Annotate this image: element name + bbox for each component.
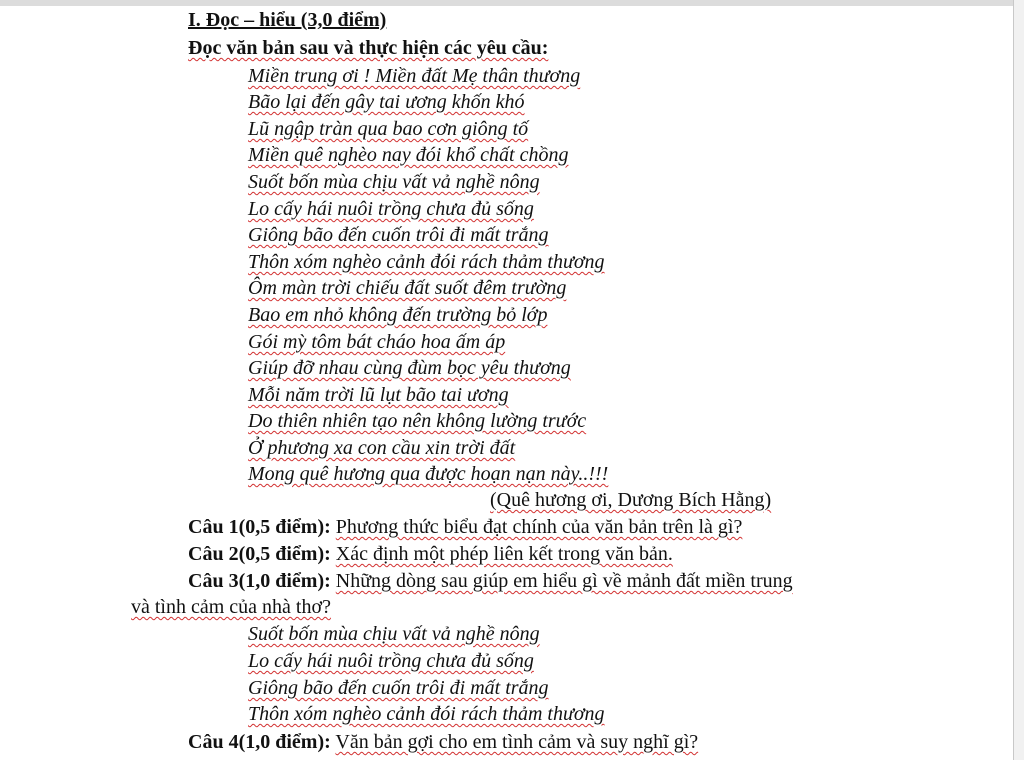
question-label: Câu 1(0,5 điểm): <box>188 516 331 538</box>
poem-line: Giông bão đến cuốn trôi đi mất trắng <box>248 224 549 246</box>
question-3 <box>188 569 793 593</box>
poem-line: Lũ ngập tràn qua bao cơn giông tố <box>248 118 529 140</box>
window-top-edge <box>0 0 1024 6</box>
question-2 <box>188 542 673 566</box>
question-text: Xác định một phép liên kết trong văn bản. <box>335 543 673 565</box>
question-3-continuation: và tình cảm của nhà thơ? <box>131 596 331 618</box>
poem-line: Ở phương xa con cầu xin trời đất <box>248 437 516 459</box>
question-text: Văn bản gợi cho em tình cảm và suy nghĩ gì? <box>335 731 699 753</box>
poem-line: Gói mỳ tôm bát cháo hoa ấm áp <box>248 331 506 353</box>
poem-line: Do thiên nhiên tạo nên không lường trước <box>248 410 587 432</box>
quoted-line: Thôn xóm nghèo cảnh đói rách thảm thương <box>248 703 605 725</box>
question-label: Câu 3(1,0 điểm): <box>188 570 331 592</box>
poem-line: Giúp đỡ nhau cùng đùm bọc yêu thương <box>248 357 571 379</box>
poem-line: Suốt bốn mùa chịu vất vả nghề nông <box>248 171 540 193</box>
poem-line: Miền quê nghèo nay đói khổ chất chồng <box>248 144 569 166</box>
section-instruction: Đọc văn bản sau và thực hiện các yêu cầu: <box>188 37 549 59</box>
question-label: Câu 2(0,5 điểm): <box>188 543 331 565</box>
poem-line: Lo cấy hái nuôi trồng chưa đủ sống <box>248 198 534 220</box>
quoted-line: Giông bão đến cuốn trôi đi mất trắng <box>248 677 549 699</box>
quoted-line: Lo cấy hái nuôi trồng chưa đủ sống <box>248 650 534 672</box>
scroll-gutter <box>1014 0 1024 760</box>
poem-line: Ôm màn trời chiếu đất suốt đêm trường <box>248 277 567 299</box>
question-text: Những dòng sau giúp em hiểu gì về mảnh đất miền trung <box>335 570 793 592</box>
question-text: Phương thức biểu đạt chính của văn bản trên là gì? <box>335 516 743 538</box>
poem-line: Miền trung ơi ! Miền đất Mẹ thân thương <box>248 65 581 87</box>
poem-line: Bão lại đến gây tai ương khốn khó <box>248 91 525 113</box>
section-title: I. Đọc – hiểu (3,0 điểm) <box>188 9 387 31</box>
question-1 <box>188 515 742 539</box>
poem-line: Bao em nhỏ không đến trường bỏ lớp <box>248 304 548 326</box>
poem-source: (Quê hương ơi, Dương Bích Hằng) <box>490 489 772 511</box>
poem-line: Mong quê hương qua được hoạn nạn này..!!! <box>248 463 609 485</box>
poem-line: Thôn xóm nghèo cảnh đói rách thảm thương <box>248 251 605 273</box>
quoted-line: Suốt bốn mùa chịu vất vả nghề nông <box>248 623 540 645</box>
question-4 <box>188 730 698 754</box>
poem-line: Mỗi năm trời lũ lụt bão tai ương <box>248 384 509 406</box>
question-label: Câu 4(1,0 điểm): <box>188 731 331 753</box>
